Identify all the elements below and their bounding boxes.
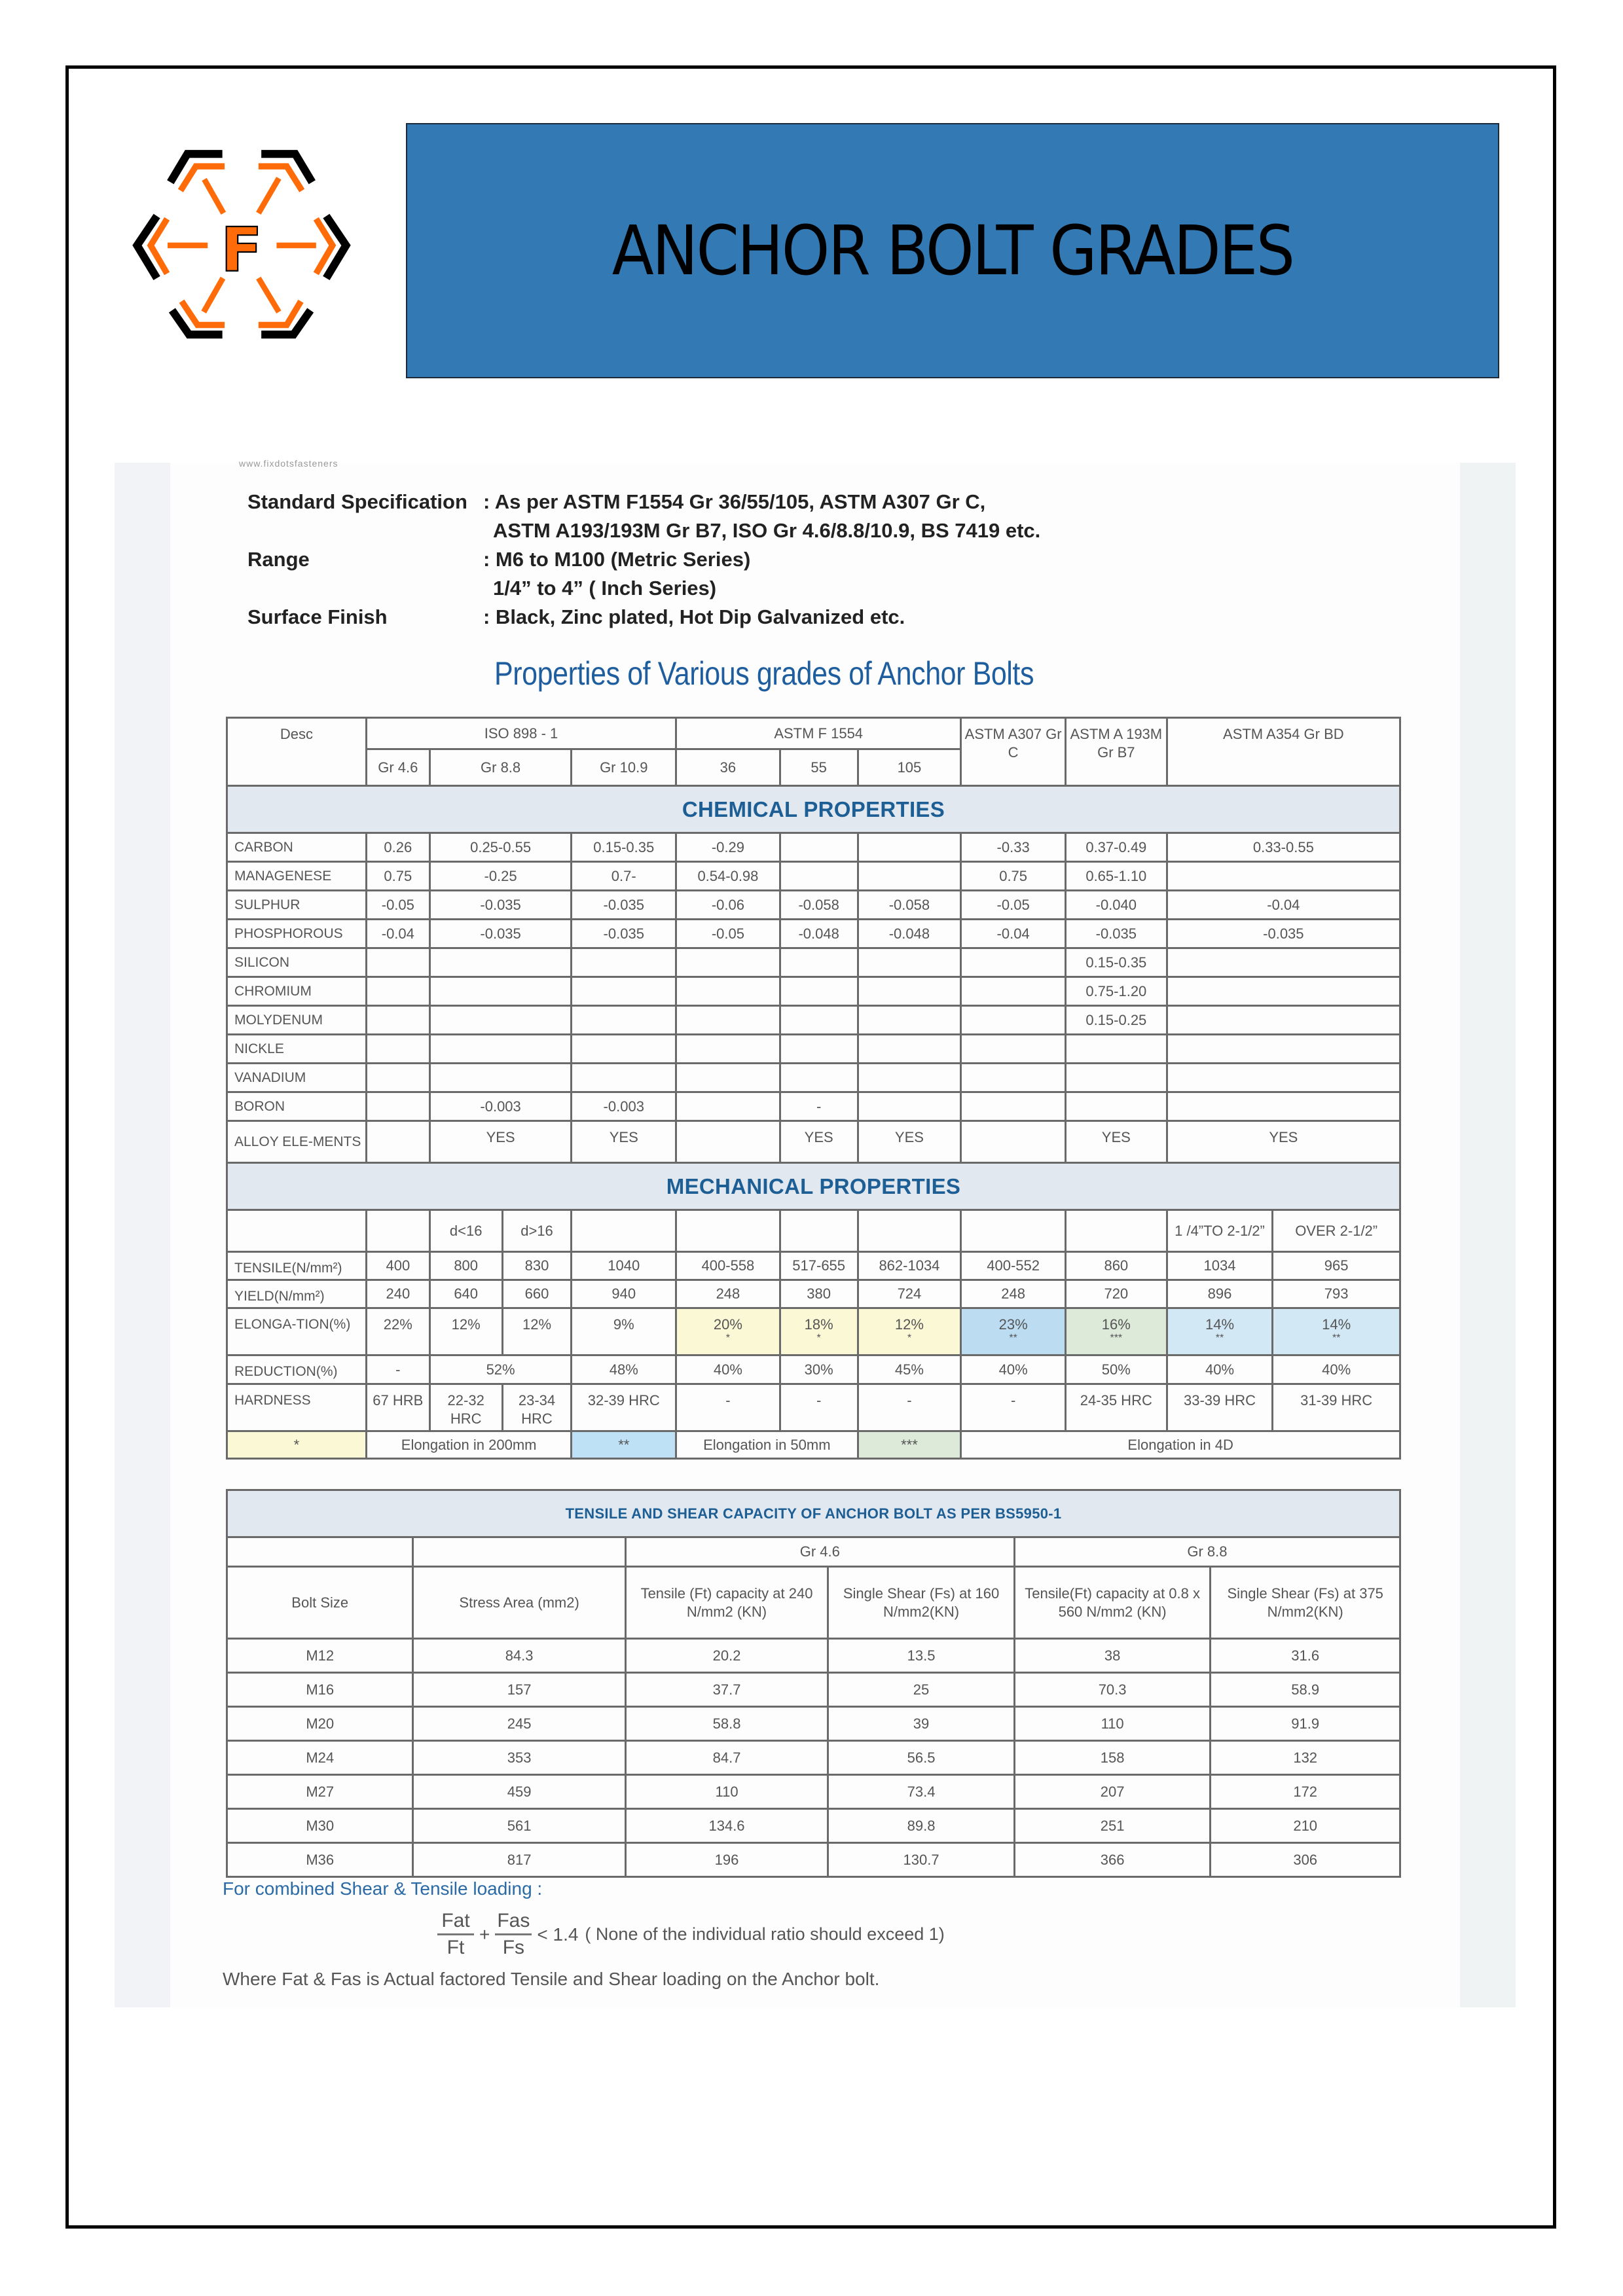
table-row: M20 245 58.8 39 110 91.9	[227, 1707, 1400, 1741]
table-row: NICKLE	[227, 1035, 1400, 1064]
table-row: M36 817 196 130.7 366 306	[227, 1843, 1400, 1877]
fraction-fas-fs: $\frac{\text{Fas}}{Fs}$	[495, 1910, 532, 1959]
mechanical-subheader-row: d<16 d>16 1 /4”TO 2-1/2” OVER 2-1/2”	[227, 1210, 1400, 1252]
table-row: MANAGENESE 0.75 -0.25 0.7- 0.54-0.98 0.75 0.65-1.10	[227, 862, 1400, 891]
tensile-row: TENSILE(N/mm²) 400 800 830 1040 400-558 517-655 862-1034 400-552 860 1034 965	[227, 1252, 1400, 1280]
mechanical-rows	[227, 1252, 1400, 1431]
capacity-column-headers: Bolt Size Stress Area (mm2) Tensile (Ft) capacity at 240 N/mm2 (KN) Single Shear (Fs) at 160 N/mm2(KN) Tensile(Ft) capacity at 0.8 x 560 N/mm2 (KN) Single Shear (Fs) at 375 N/mm2(KN)	[227, 1567, 1400, 1639]
properties-table: Desc ISO 898 - 1 ASTM F 1554 ASTM A307 Gr C ASTM A 193M Gr B7 ASTM A354 Gr BD Gr 4.6 Gr 8.8 Gr 10.9 36 55 105 CHEMICAL PROPERTIES CARBON 0.26 0.25-0.55 0.15-0.35 -0.29 -0.33 0.37-0.49 0.33-0.55 MANAGENESE 0.75 -0.25 0.7- 0.54-0.98 0.75 0.65-1.10 SULPHUR -0.05 -0.035 -0.035 -0.06 -0.058 -0.058 -0.05 -0.040 -0.04 PHOSPHOROUS -0.04 -0.035 -0.035 -0.05 -0.048 -0.048 -0.04 -0.035 -0.035 SILICON 0.15-0.35 CHROMIUM 0.75-1.20 MOLYDENUM 0.15-0.25 NICKLE VANADIUM BORON -0.003 -0.003 - ALLOY ELE-MENTS YES YES YES YES YES YES MECHANICAL PROPERTIES d<16 d>16 1 /4”TO 2-1/2” OVER 2-1/2” TENSILE(N/mm²) 400 800 830 1040 400-558 517-655 862-1034 400-552 860 1034 965 YIELD(N/mm²) 240 640 660 940 248 380 724 248 720 896 793 ELONGA-TION(%) 22% 12% 12% 9% 20% * 18% * 12% * 23% ** 16% *** 14% ** 14% ** REDUCTION(%) - 52% 48% 40% 30% 45% 40% 50% 40% 40% HARDNESS 67 HRB 22-32 HRC 23-34 HRC 32-39 HRC - - - - 24-35 HRC 33-39 HRC 31-39 HRC * Elongation in 200mm ** Elongation in 50mm *** Elongation in 4D	[226, 717, 1401, 1460]
table-row: CHROMIUM 0.75-1.20	[227, 977, 1400, 1006]
table-row: MOLYDENUM 0.15-0.25	[227, 1006, 1400, 1035]
fraction-fat-ft: $\frac{\text{Fat}}{Ft}$	[437, 1910, 474, 1959]
faint-watermark-text: www.fixdotsfasteners	[239, 458, 338, 469]
table-row: ALLOY ELE-MENTS YES YES YES YES YES YES	[227, 1121, 1400, 1163]
spec-row-range: Range : M6 to M100 (Metric Series)	[247, 548, 751, 571]
table-row: M16 157 37.7 25 70.3 58.9	[227, 1673, 1400, 1707]
chemical-section-header: CHEMICAL PROPERTIES	[227, 786, 1400, 833]
capacity-title-row: TENSILE AND SHEAR CAPACITY OF ANCHOR BOLT AS PER BS5950-1	[227, 1490, 1400, 1537]
capacity-table: TENSILE AND SHEAR CAPACITY OF ANCHOR BOLT AS PER BS5950-1 Gr 4.6 Gr 8.8 Bolt Size Stress Area (mm2) Tensile (Ft) capacity at 240 N/mm2 (KN) Single Shear (Fs) at 160 N/mm2(KN) Tensile(Ft) capacity at 0.8 x 560 N/mm2 (KN) Single Shear (Fs) at 375 N/mm2(KN) M12 84.3 20.2 13.5 38 31.6 M16 157 37.7 25 70.3 58.9 M20 245 58.8 39 110 91.9 M24 353 84.7 56.5 158 132 M27 459 110 73.4 207 172 M30 561 134.6 89.8 251 210 M36 817 196 130.7 366 306	[226, 1489, 1401, 1878]
scan-margin-left	[115, 463, 170, 2007]
table-row: M24 353 84.7 56.5 158 132	[227, 1741, 1400, 1775]
table-row: BORON -0.003 -0.003 -	[227, 1092, 1400, 1121]
capacity-rows	[227, 1639, 1400, 1877]
table-row: CARBON 0.26 0.25-0.55 0.15-0.35 -0.29 -0.33 0.37-0.49 0.33-0.55	[227, 833, 1400, 862]
yield-row: YIELD(N/mm²) 240 640 660 940 248 380 724 248 720 896 793	[227, 1280, 1400, 1308]
formula-explanation: Where Fat & Fas is Actual factored Tensile and Shear loading on the Anchor bolt.	[223, 1969, 880, 1989]
table-row: M12 84.3 20.2 13.5 38 31.6	[227, 1639, 1400, 1673]
table-row: M30 561 134.6 89.8 251 210	[227, 1809, 1400, 1843]
combined-loading-label: For combined Shear & Tensile loading :	[223, 1878, 543, 1899]
elongation-legend-row: * Elongation in 200mm ** Elongation in 50mm *** Elongation in 4D	[227, 1431, 1400, 1459]
elongation-row: ELONGA-TION(%) 22% 12% 12% 9% 20% * 18% * 12% * 23% ** 16% *** 14% ** 14% **	[227, 1308, 1400, 1355]
table-row: SILICON 0.15-0.35	[227, 948, 1400, 977]
spec-row-standard: Standard Specification : As per ASTM F1554 Gr 36/55/105, ASTM A307 Gr C,	[247, 490, 986, 513]
table-row: M27 459 110 73.4 207 172	[227, 1775, 1400, 1809]
chemical-rows	[227, 833, 1400, 1163]
spec-row-surface-finish: Surface Finish : Black, Zinc plated, Hot Dip Galvanized etc.	[247, 605, 905, 628]
mechanical-section-header: MECHANICAL PROPERTIES	[227, 1163, 1400, 1210]
properties-heading: Properties of Various grades of Anchor Bolts	[494, 655, 1034, 692]
reduction-row: REDUCTION(%) - 52% 48% 40% 30% 45% 40% 50% 40% 40%	[227, 1355, 1400, 1384]
specification-block: Standard Specification : As per ASTM F1554 Gr 36/55/105, ASTM A307 Gr C, ASTM A193/193M Gr B7, ISO Gr 4.6/8.8/10.9, BS 7419 etc. Range : M6 to M100 (Metric Series) 1/4” to 4” ( Inch Series) Surface Finish : Black, Zinc plated, Hot Dip Galvanized etc.	[247, 488, 1040, 632]
table-row: VANADIUM	[227, 1064, 1400, 1092]
combined-loading-formula: $\frac{\text{Fat}}{Ft}$ + $\frac{\text{Fas}}{Fs}$ < 1.4 ( None of the individual ratio should exceed 1)	[432, 1910, 945, 1959]
hardness-row: HARDNESS 67 HRB 22-32 HRC 23-34 HRC 32-39 HRC - - - - 24-35 HRC 33-39 HRC 31-39 HRC	[227, 1384, 1400, 1431]
table-row: SULPHUR -0.05 -0.035 -0.035 -0.06 -0.058 -0.058 -0.05 -0.040 -0.04	[227, 891, 1400, 920]
scan-margin-right	[1460, 463, 1516, 2007]
svg-text:F: F	[221, 214, 263, 285]
company-logo-icon	[118, 134, 373, 360]
title-banner	[406, 123, 1499, 378]
page-title: ANCHOR BOLT GRADES	[611, 211, 1294, 291]
table-row: PHOSPHOROUS -0.04 -0.035 -0.035 -0.05 -0.048 -0.048 -0.04 -0.035 -0.035	[227, 920, 1400, 948]
